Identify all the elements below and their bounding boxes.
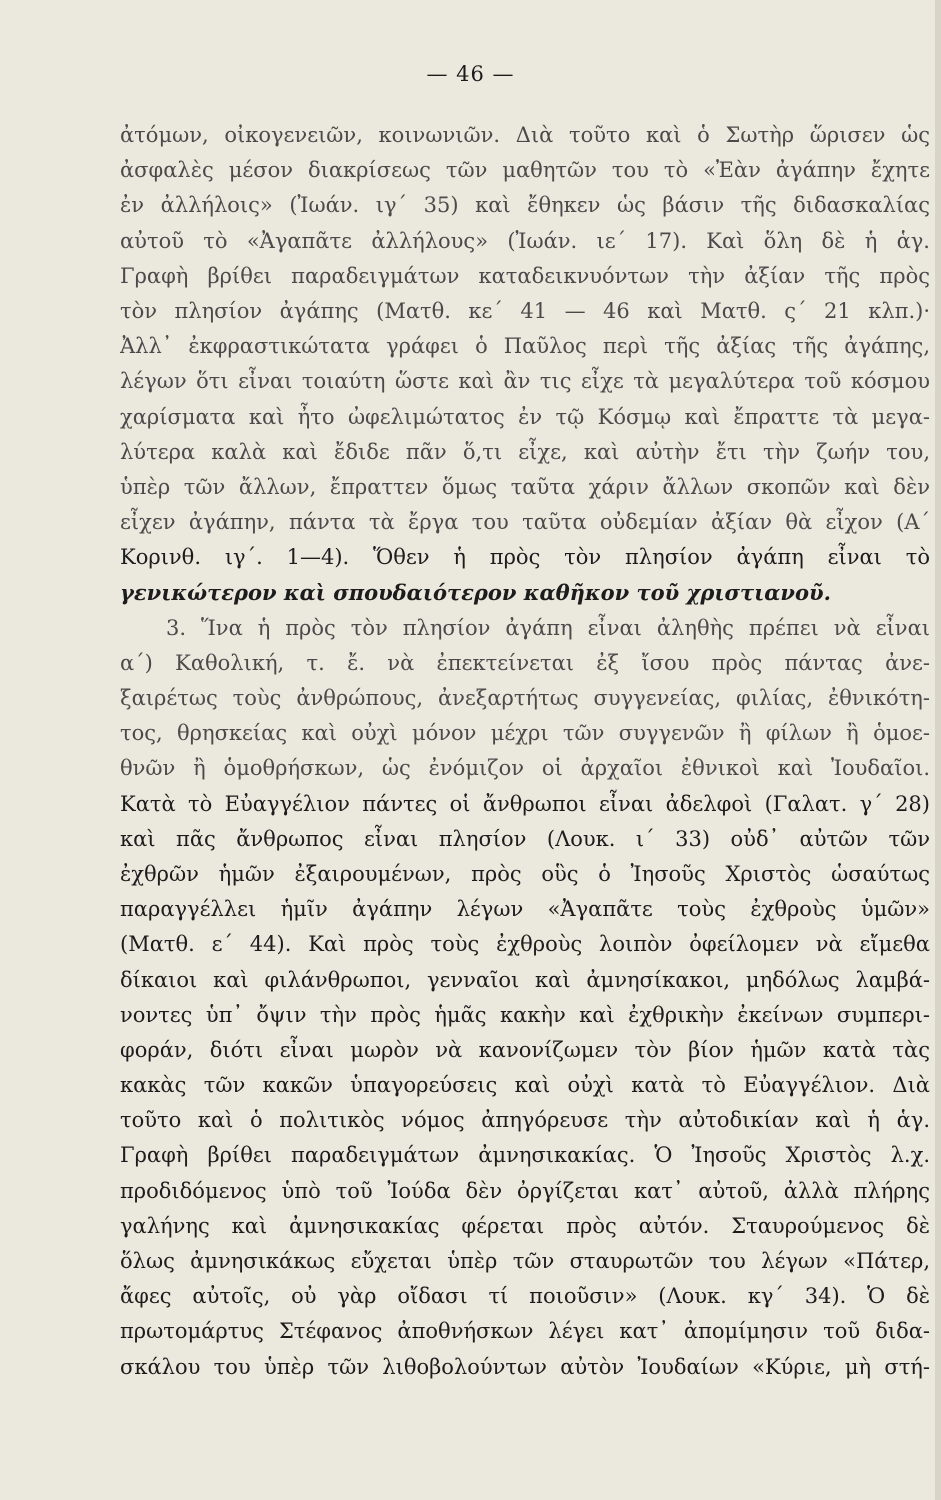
text-line: καὶ πᾶς ἄνθρωπος εἶναι πλησίον (Λουκ. ι΄ 33) οὐδ᾿ αὐτῶν τῶν <box>120 826 930 851</box>
text-line: τὸν πλησίον ἀγάπης (Ματθ. κε΄ 41 — 46 καὶ Ματθ. ς΄ 21 κλπ.)· <box>120 298 930 323</box>
text-line: σκάλου του ὑπὲρ τῶν λιθοβολούντων αὐτὸν Ἰουδαίων «Κύριε, μὴ στή- <box>120 1354 930 1379</box>
text-line: α΄) Καθολική, τ. ἔ. νὰ ἐπεκτείνεται ἐξ ἴσου πρὸς πάντας ἀνε- <box>120 650 930 675</box>
text-line: θνῶν ἢ ὁμοθρήσκων, ὡς ἐνόμιζον οἱ ἀρχαῖοι ἐθνικοὶ καὶ Ἰουδαῖοι. <box>120 756 930 781</box>
text-line: Ἀλλ᾿ ἐκφραστικώτατα γράφει ὁ Παῦλος περὶ τῆς ἀξίας τῆς ἀγάπης, <box>120 334 930 359</box>
text-line: ὅλως ἀμνησικάκως εὔχεται ὑπὲρ τῶν σταυρωτῶν του λέγων «Πάτερ, <box>120 1249 930 1273</box>
text-line: κακὰς τῶν κακῶν ὑπαγορεύσεις καὶ οὐχὶ κατὰ τὸ Εὐαγγέλιον. Διὰ <box>120 1073 930 1098</box>
text-line: (Ματθ. ε΄ 44). Καὶ πρὸς τοὺς ἐχθροὺς λοιπὸν ὀφείλομεν νὰ εἴμεθα <box>120 932 930 957</box>
text-line: χαρίσματα καὶ ἦτο ὠφελιμώτατος ἐν τῷ Κόσμῳ καὶ ἔπραττε τὰ μεγα- <box>120 404 930 429</box>
text-line: γαλήνης καὶ ἀμνησικακίας φέρεται πρὸς αὐτόν. Σταυρούμενος δὲ <box>120 1213 930 1238</box>
text-line: Γραφὴ βρίθει παραδειγμάτων καταδεικνυόντων τὴν ἀξίαν τῆς πρὸς <box>120 263 930 288</box>
body-text <box>120 118 930 1385</box>
page-edge <box>935 0 941 1500</box>
page-number: — 46 — <box>426 62 515 86</box>
text-line: ὑπὲρ τῶν ἄλλων, ἔπραττεν ὅμως ταῦτα χάριν ἄλλων σκοπῶν καὶ δὲν <box>120 474 930 499</box>
text-line: παραγγέλλει ἡμῖν ἀγάπην λέγων «Ἀγαπᾶτε τοὺς ἐχθροὺς ὑμῶν» <box>120 897 930 922</box>
text-line: δίκαιοι καὶ φιλάνθρωποι, γενναῖοι καὶ ἀμνησίκακοι, μηδόλως λαμβά- <box>120 967 930 992</box>
section-heading-line: 3. Ἵνα ἡ πρὸς τὸν πλησίον ἀγάπη εἶναι ἀληθὴς πρέπει νὰ εἶναι <box>166 615 930 640</box>
emphasis-line: γενικώτερον καὶ σπουδαιότερον καθῆκον τοῦ χριστιανοῦ. <box>120 580 831 606</box>
text-line: λέγων ὅτι εἶναι τοιαύτη ὥστε καὶ ἂν τις εἶχε τὰ μεγαλύτερα τοῦ κόσμου <box>120 369 930 394</box>
text-line: Κορινθ. ιγ΄. 1—4). Ὅθεν ἡ πρὸς τὸν πλησίον ἀγάπη εἶναι τὸ <box>120 545 930 570</box>
text-line: ἄφες αὐτοῖς, οὐ γὰρ οἴδασι τί ποιοῦσιν» (Λουκ. κγ΄ 34). Ὁ δὲ <box>120 1284 930 1309</box>
text-line: Κατὰ τὸ Εὐαγγέλιον πάντες οἱ ἄνθρωποι εἶναι ἀδελφοὶ (Γαλατ. γ΄ 28) <box>120 791 930 816</box>
text-line: ἐν ἀλλήλοις» (Ἰωάν. ιγ΄ 35) καὶ ἔθηκεν ὡς βάσιν τῆς διδασκαλίας <box>120 193 930 218</box>
text-line: ἀσφαλὲς μέσον διακρίσεως τῶν μαθητῶν του τὸ «Ἐὰν ἀγάπην ἔχητε <box>120 158 930 183</box>
text-line: ξαιρέτως τοὺς ἀνθρώπους, ἀνεξαρτήτως συγγενείας, φιλίας, ἐθνικότη- <box>120 686 930 710</box>
text-line: ἀτόμων, οἰκογενειῶν, κοινωνιῶν. Διὰ τοῦτο καὶ ὁ Σωτὴρ ὥρισεν ὡς <box>120 123 930 147</box>
text-line: ἐχθρῶν ἡμῶν ἐξαιρουμένων, πρὸς οὓς ὁ Ἰησοῦς Χριστὸς ὡσαύτως <box>120 861 930 886</box>
text-line: τοῦτο καὶ ὁ πολιτικὸς νόμος ἀπηγόρευσε τὴν αὐτοδικίαν καὶ ἡ ἁγ. <box>120 1108 930 1133</box>
text-line: Γραφὴ βρίθει παραδειγμάτων ἀμνησικακίας. Ὁ Ἰησοῦς Χριστὸς λ.χ. <box>120 1143 930 1168</box>
text-line: φοράν, διότι εἶναι μωρὸν νὰ κανονίζωμεν τὸν βίον ἡμῶν κατὰ τὰς <box>120 1037 930 1062</box>
text-line: νοντες ὑπ᾿ ὄψιν τὴν πρὸς ἡμᾶς κακὴν καὶ ἐχθρικὴν ἐκείνων συμπερι- <box>120 1002 930 1027</box>
text-line: αὐτοῦ τὸ «Ἀγαπᾶτε ἀλλήλους» (Ἰωάν. ιε΄ 17). Καὶ ὅλη δὲ ἡ ἁγ. <box>120 228 930 253</box>
text-line: πρωτομάρτυς Στέφανος ἀποθνήσκων λέγει κατ᾿ ἀπομίμησιν τοῦ διδα- <box>120 1319 930 1344</box>
text-line: τος, θρησκείας καὶ οὐχὶ μόνον μέχρι τῶν συγγενῶν ἢ φίλων ἢ ὁμοε- <box>120 721 930 746</box>
text-line: προδιδόμενος ὑπὸ τοῦ Ἰούδα δὲν ὀργίζεται κατ᾿ αὐτοῦ, ἀλλὰ πλήρης <box>120 1178 930 1203</box>
text-line: λύτερα καλὰ καὶ ἔδιδε πᾶν ὅ,τι εἶχε, καὶ αὐτὴν ἔτι τὴν ζωήν του, <box>120 439 930 464</box>
text-line: εἶχεν ἀγάπην, πάντα τὰ ἔργα του ταῦτα οὐδεμίαν ἀξίαν θὰ εἶχον (Α΄ <box>120 510 930 535</box>
